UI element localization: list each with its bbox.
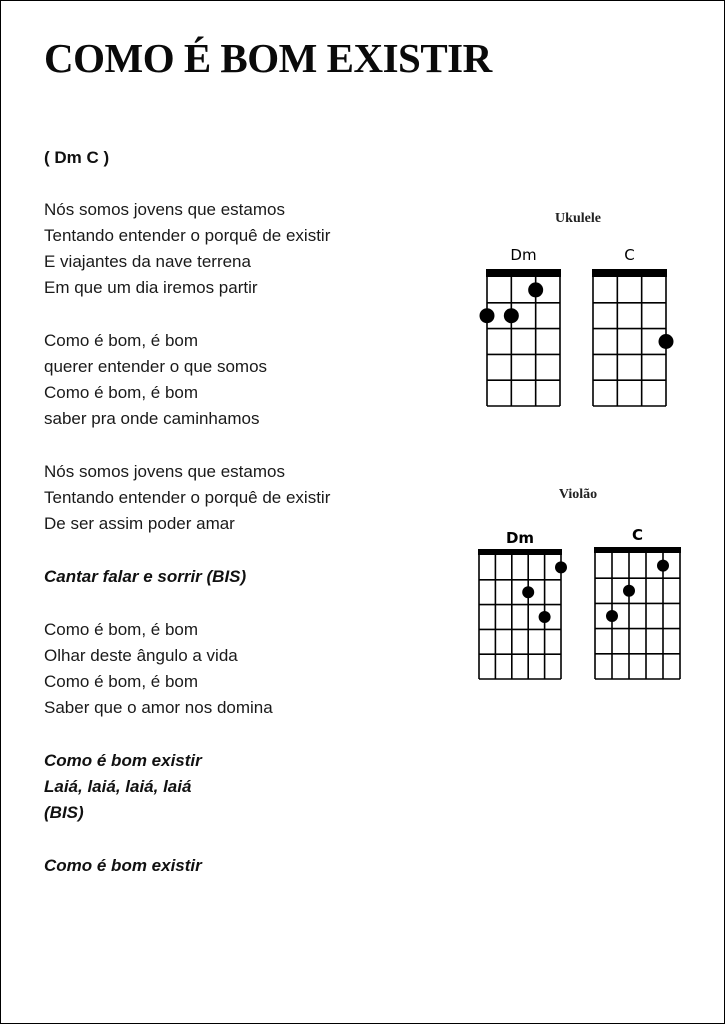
chord-name: C (624, 246, 635, 264)
ukulele-chord-dm (480, 246, 562, 406)
violao-chord-c (594, 526, 681, 679)
song-title: COMO É BOM EXISTIR (44, 35, 492, 81)
chord-nut (594, 547, 681, 553)
finger-dot (528, 282, 543, 297)
lyric-line: E viajantes da nave terrena (44, 252, 251, 271)
finger-dot (555, 561, 567, 573)
chord-name: C (631, 526, 644, 544)
lyric-line: Nós somos jovens que estamos (44, 462, 285, 481)
finger-dot (504, 308, 519, 323)
finger-dot (657, 560, 669, 572)
violao-label: Violão (558, 487, 598, 502)
lyric-line: Cantar falar e sorrir (BIS) (44, 567, 247, 586)
lyric-line: Como é bom, é bom (44, 331, 199, 350)
finger-dot (480, 308, 495, 323)
lyric-line: querer entender o que somos (44, 357, 268, 376)
ukulele-chord-c (592, 246, 674, 406)
lyric-line: Tentando entender o porquê de existir (44, 226, 331, 245)
finger-dot (623, 585, 635, 597)
lyric-line: De ser assim poder amar (44, 514, 235, 533)
finger-dot (659, 334, 674, 349)
chord-nut (486, 269, 561, 277)
lyric-line: Como é bom existir (44, 751, 202, 770)
chord-nut (478, 549, 562, 555)
finger-dot (522, 586, 534, 598)
lyric-line: Como é bom, é bom (44, 672, 199, 691)
lyric-line: Como é bom existir (44, 856, 202, 875)
lyric-line: Laiá, laiá, laiá, laiá (44, 777, 192, 796)
ukulele-label: Ukulele (555, 211, 601, 226)
lyric-line: (BIS) (44, 803, 84, 822)
violao-chord-dm (478, 529, 567, 679)
lyric-line: Saber que o amor nos domina (44, 698, 273, 717)
lyric-line: Tentando entender o porquê de existir (44, 488, 331, 507)
chord-name: Dm (510, 246, 537, 264)
chords-header: ( Dm C ) (44, 148, 110, 167)
lyric-line: saber pra onde caminhamos (44, 409, 260, 428)
lyric-line: Como é bom, é bom (44, 383, 199, 402)
lyric-line: Em que um dia iremos partir (44, 278, 258, 297)
chord-name: Dm (505, 529, 535, 547)
finger-dot (539, 611, 551, 623)
chord-nut (592, 269, 667, 277)
lyric-line: Olhar deste ângulo a vida (44, 646, 238, 665)
lyric-line: Nós somos jovens que estamos (44, 200, 285, 219)
finger-dot (606, 610, 618, 622)
lyric-line: Como é bom, é bom (44, 620, 199, 639)
